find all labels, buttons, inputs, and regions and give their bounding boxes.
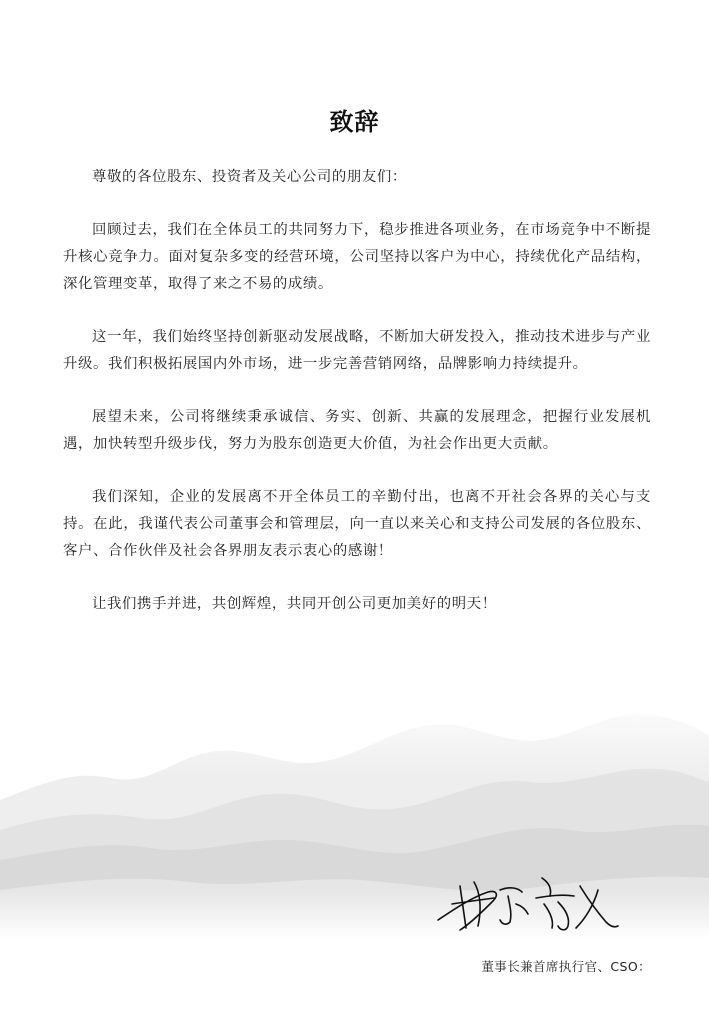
- paragraph-4: 展望未来，公司将继续秉承诚信、务实、创新、共赢的发展理念，把握行业发展机遇，加快转型升级步伐，努力为股东创造更大价值，为社会作出更大贡献。: [63, 409, 651, 452]
- paragraph-3: 这一年，我们始终坚持创新驱动发展战略，不断加大研发投入，推动技术进步与产业升级。我们积极拓展国内外市场，进一步完善营销网络，品牌影响力持续提升。: [63, 329, 651, 372]
- paragraph-2: 回顾过去，我们在全体员工的共同努力下，稳步推进各项业务，在市场竞争中不断提升核心竞争力。面对复杂多变的经营环境，公司坚持以客户为中心，持续优化产品结构，深化管理变革，取得了来之不易的成绩。: [63, 222, 651, 292]
- paragraph-5: 我们深知，企业的发展离不开全体员工的辛勤付出，也离不开社会各界的关心与支持。在此，我谨代表公司董事会和管理层，向一直以来关心和支持公司发展的各位股东、客户、合作伙伴及社会各界朋友表示衷心的感谢！: [63, 489, 651, 559]
- paragraph-6: 让我们携手并进，共创辉煌，共同开创公司更加美好的明天！: [92, 596, 497, 612]
- page-title: 致辞: [329, 107, 380, 136]
- paragraph-1: 尊敬的各位股东、投资者及关心公司的朋友们：: [92, 169, 407, 185]
- letter-body: [63, 164, 651, 644]
- handwritten-signature: [430, 868, 620, 938]
- signature-caption: 董事长兼首席执行官、CSO：: [481, 959, 651, 974]
